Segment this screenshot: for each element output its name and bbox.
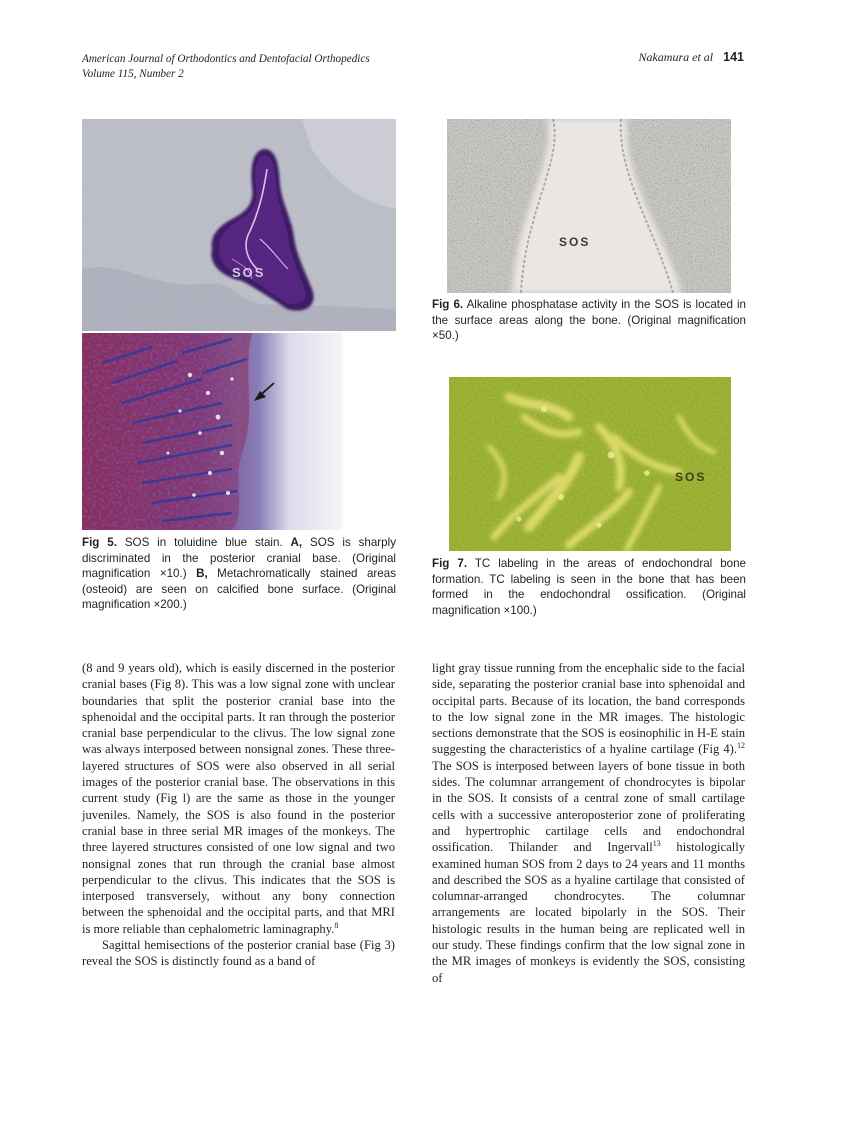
figure-5-caption-title: Fig 5. xyxy=(82,536,117,549)
body-text: The SOS is interposed between layers of bone tissue in both sides. The columnar arrangement of chondrocytes is bipolar in the SOS. It consists of a central zone of small cartilage cells with a successive anteroposterior zone of proliferating and hypertrophic cartilage cells and endochondral ossification. Thilander and Ingervall xyxy=(432,758,745,855)
page-number: 141 xyxy=(723,50,744,64)
figure-6-caption xyxy=(432,297,746,344)
journal-volume: Volume 115, Number 2 xyxy=(82,68,184,80)
running-header-journal xyxy=(82,52,370,82)
figure-7-sos-label: SOS xyxy=(675,470,707,484)
figure-5-caption-text-1: SOS in toluidine blue stain. xyxy=(116,536,291,549)
body-left-column xyxy=(82,660,395,970)
body-paragraph xyxy=(432,660,745,986)
figure-6-caption-title: Fig 6. xyxy=(432,298,464,311)
figure-7-caption-text: TC labeling in the areas of endochondral bone formation. TC labeling is seen in the bone that has been formed in the endochondral ossification. (Original magnification ×100.) xyxy=(432,557,746,617)
running-header-page xyxy=(638,50,744,65)
figure-5a-image xyxy=(82,119,396,331)
body-paragraph: Sagittal hemisections of the posterior cranial base (Fig 3) reveal the SOS is distinctly found as a band of xyxy=(82,938,395,969)
figure-5-caption-text-3: Metachromatically stained areas (osteoid) are seen on calcified bone surface. (Original magnification ×200.) xyxy=(82,567,396,612)
body-text: light gray tissue running from the encephalic side to the facial side, separating the posterior cranial base into sphenoidal and occipital parts. Because of its location, the band corresponds to the low signal zone in the MR images. The histologic sections demonstrate that the SOS is eosinophilic in H-E stain suggesting the characteristics of a hyaline cartilage (Fig 4). xyxy=(432,661,745,757)
figure-5-caption-part-b: B, xyxy=(196,567,208,581)
figure-7-image xyxy=(449,377,731,551)
figure-6-image xyxy=(447,119,731,293)
figure-6 xyxy=(447,119,731,293)
figure-5-caption-part-a: A, xyxy=(290,536,303,549)
citation-ref: 8 xyxy=(334,920,339,930)
body-paragraph xyxy=(82,660,395,937)
figure-7-caption xyxy=(432,556,746,618)
figure-5a xyxy=(82,119,396,331)
running-author: Nakamura et al xyxy=(638,50,714,64)
figure-6-sos-label: SOS xyxy=(559,235,591,249)
figure-7 xyxy=(449,377,731,551)
figure-5a-sos-label: SOS xyxy=(232,265,266,280)
figure-6-caption-text: Alkaline phosphatase activity in the SOS is located in the surface areas along the bone. (Original magnification ×50.) xyxy=(432,298,747,343)
figure-5b-image xyxy=(82,333,342,530)
journal-title: American Journal of Orthodontics and Dentofacial Orthopedics xyxy=(82,53,370,65)
figure-5-caption xyxy=(82,535,396,613)
citation-ref: 13 xyxy=(652,839,661,849)
figure-5b xyxy=(82,333,342,530)
figure-5-caption-text-2: SOS is sharply discriminated in the posterior cranial base. (Original magnification ×10.) xyxy=(82,536,396,581)
body-right-column xyxy=(432,660,745,986)
body-text: (8 and 9 years old), which is easily discerned in the posterior cranial bases (Fig 8). This was a low signal zone with unclear boundaries that split the posterior cranial base into the sphenoidal and the occipital parts. It ran through the posterior cranial base perpendicular to the clivus. The low signal zone was always interposed between nonsignal zones. These three-layered structures of SOS were also observed in all serial images of the posterior cranial base. The observations in this current study (Fig l) are the same as those in the younger juveniles. Namely, the SOS is also found in the posterior cranial base in three serial MR images of the monkeys. The three layered structures consisted of one low signal and two nonsignal zones that run through the cranial base almost perpendicular to the clivus. This indicates that the SOS is interposed transversely, without any bony connection between the sphenoidal and the occipital parts, and that MRI is more reliable than cephalometric laminagraphy. xyxy=(82,661,395,936)
figure-7-caption-title: Fig 7. xyxy=(432,557,468,570)
citation-ref: 12 xyxy=(737,741,745,751)
body-text: histologically examined human SOS from 2 days to 24 years and 11 months and described the SOS as a hyaline cartilage that consisted of columnar-arranged chondrocytes. The columnar arrangements are located bipolarly in the SOS. Their histologic results in the human being are replicated well in our study. These findings confirm that the low signal zone in the MR images of monkeys is evidently the SOS, consisting of xyxy=(432,840,745,985)
